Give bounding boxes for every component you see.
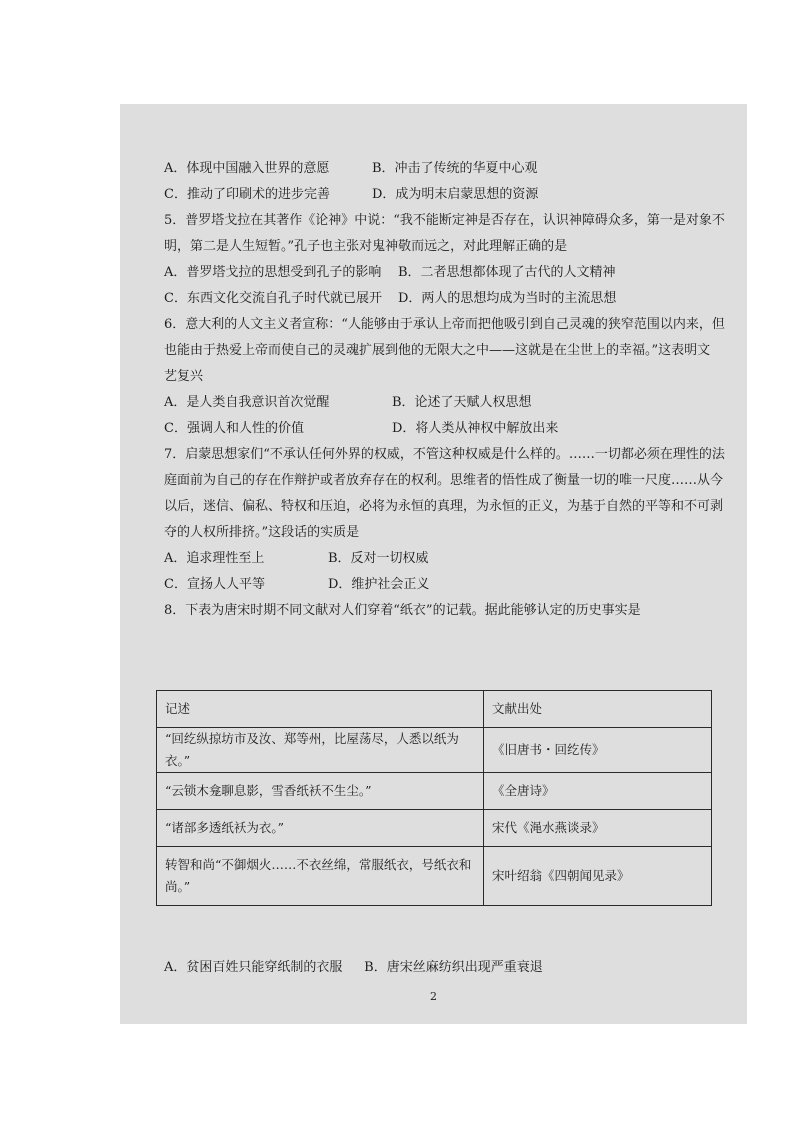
q5-options-row-1 [164, 260, 712, 286]
q6-options-row-1 [164, 390, 712, 416]
table-cell-source: 《全唐诗》 [484, 773, 712, 810]
table-header-row [157, 691, 712, 728]
table-row [157, 773, 712, 810]
page-number: 2 [430, 990, 437, 1003]
q8-stem: 8．下表为唐宋时期不同文献对人们穿着“纸衣”的记载。据此能够认定的历史事实是 [164, 603, 641, 618]
q6-stem-line-2: 也能由于热爱上帝而使自己的灵魂扩展到他的无限大之中——这就是在尘世上的幸福。”这表明文 [164, 343, 711, 358]
q6-option-d[interactable]: D．将人类从神权中解放出来 [392, 421, 559, 436]
q8-options-row [164, 956, 543, 975]
table-cell-record: “回纥纵掠坊市及汝、郑等州，比屋荡尽，人悉以纸为衣。” [157, 728, 484, 773]
q4-option-b[interactable]: B．冲击了传统的华夏中心观 [372, 161, 538, 176]
q8-records-table [156, 690, 712, 906]
q7-stem-line-4: 夺的人权所排挤。”这段话的实质是 [164, 525, 360, 540]
q4-option-d[interactable]: D．成为明末启蒙思想的资源 [372, 187, 539, 202]
q6-option-a[interactable]: A．是人类自我意识首次觉醒 [164, 395, 330, 410]
q4-options-row-2 [164, 182, 712, 208]
q7-stem-line-2: 庭面前为自己的存在作辩护或者放弃存在的权利。思维者的悟性成了衡量一切的唯一尺度……从今 [164, 473, 724, 488]
table-row [157, 847, 712, 906]
question-content [164, 156, 725, 624]
q5-option-b[interactable]: B．二者思想都体现了古代的人文精神 [398, 265, 616, 280]
q8-option-a[interactable]: A．贫困百姓只能穿纸制的衣服 [164, 960, 343, 975]
table-row [157, 728, 712, 773]
q5-option-a[interactable]: A．普罗塔戈拉的思想受到孔子的影响 [164, 265, 382, 280]
q6-stem-line-3: 艺复兴 [164, 369, 204, 384]
q5-options-row-2 [164, 286, 712, 312]
q4-option-a[interactable]: A．体现中国融入世界的意愿 [164, 161, 330, 176]
table-cell-record: 转智和尚“不御烟火……不衣丝绵，常服纸衣，号纸衣和尚。” [157, 847, 484, 906]
q7-option-d[interactable]: D．维护社会正义 [328, 577, 430, 592]
table-cell-source: 宋叶绍翁《四朝闻见录》 [484, 847, 712, 906]
q6-option-b[interactable]: B．论述了天赋人权思想 [392, 395, 532, 410]
q7-options-row-2 [164, 572, 712, 598]
table-row [157, 810, 712, 847]
table-cell-source: 《旧唐书・回纥传》 [484, 728, 712, 773]
table-header-source: 文献出处 [484, 691, 712, 728]
table-cell-record: “诸部多透纸袄为衣。” [157, 810, 484, 847]
q5-option-d[interactable]: D．两人的思想均成为当时的主流思想 [398, 291, 617, 306]
q5-option-c[interactable]: C．东西文化交流自孔子时代就已展开 [164, 291, 382, 306]
q7-option-a[interactable]: A．追求理性至上 [164, 551, 265, 566]
q6-option-c[interactable]: C．强调人和人性的价值 [164, 421, 304, 436]
q7-stem-line-1: 7．启蒙思想家们“不承认任何外界的权威，不管这种权威是什么样的。……一切都必须在理性的法 [164, 447, 725, 462]
q6-stem-line-1: 6．意大利的人文主义者宣称：“人能够由于承认上帝而把他吸引到自己灵魂的狭窄范围以内来，但 [164, 317, 725, 332]
q5-stem-line-1: 5．普罗塔戈拉在其著作《论神》中说：“我不能断定神是否存在，认识神障碍众多，第一是对象不 [164, 213, 725, 228]
q7-option-b[interactable]: B．反对一切权威 [328, 551, 429, 566]
q4-options-row-1 [164, 156, 712, 182]
q7-option-c[interactable]: C．宣扬人人平等 [164, 577, 265, 592]
exam-page [120, 104, 747, 1024]
q5-stem-line-2: 明，第二是人生短暂。”孔子也主张对鬼神敬而远之，对此理解正确的是 [164, 239, 568, 254]
table-cell-record: “云锁木龛聊息影，雪香纸袄不生尘。” [157, 773, 484, 810]
q6-options-row-2 [164, 416, 712, 442]
q7-options-row-1 [164, 546, 712, 572]
table-header-record: 记述 [157, 691, 484, 728]
q8-option-b[interactable]: B．唐宋丝麻纺织出现严重衰退 [364, 960, 543, 975]
q4-option-c[interactable]: C．推动了印刷术的进步完善 [164, 187, 330, 202]
q7-stem-line-3: 以后，迷信、偏私、特权和压迫，必将为永恒的真理，为永恒的正义，为基于自然的平等和不可剥 [164, 499, 724, 514]
table-cell-source: 宋代《渑水燕谈录》 [484, 810, 712, 847]
